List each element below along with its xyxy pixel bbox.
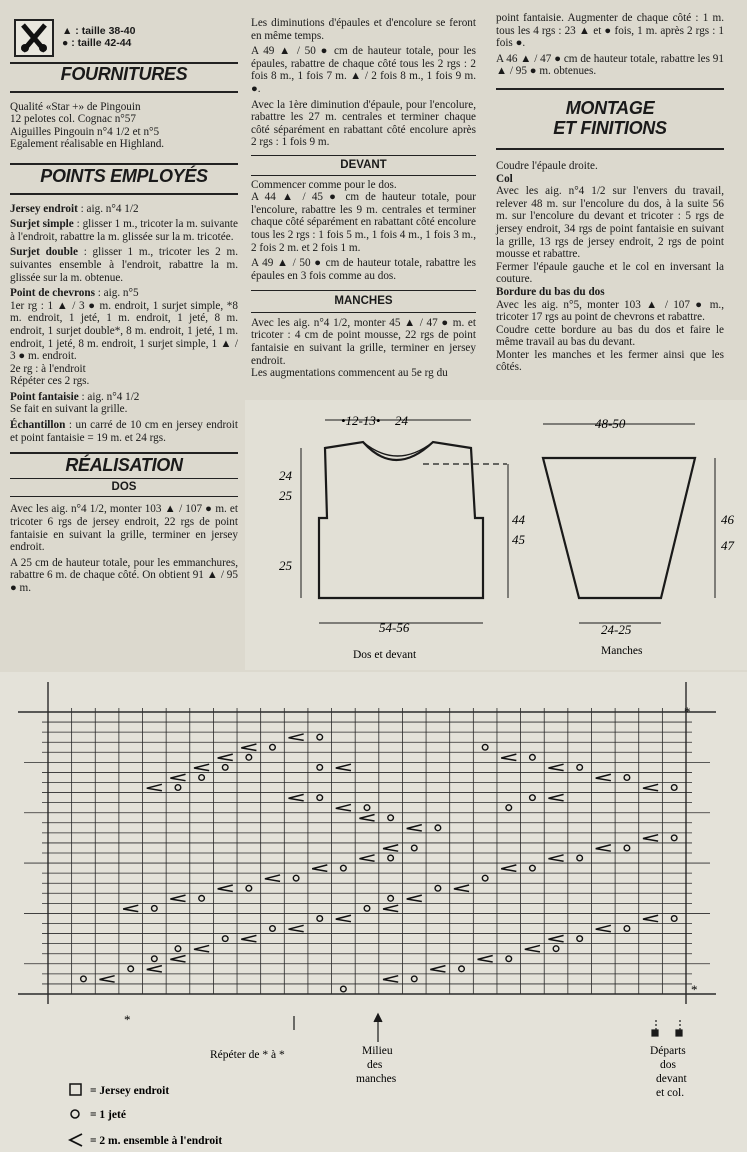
dos-top-label: •12-13• — [341, 413, 381, 428]
montage-paragraph-4: Avec les aig. n°5, monter 103 ▲ / 107 ● m., tricoter 17 rgs au point de chevrons et rabattre. — [496, 298, 724, 324]
dos-paragraph-2: A 25 cm de hauteur totale, pour les emmanchures, rabattre 6 m. de chaque côté. On obtient 91 ▲ / 95 ● m. — [10, 556, 238, 594]
montage-paragraph-5: Coudre cette bordure au bas du dos et faire le même travail au bas du devant. — [496, 323, 724, 349]
col2-paragraph-3: Avec la 1ère diminution d'épaule, pour l'encolure, rabattre les 27 m. centrales et terminer chaque côté séparément en rabattant côté encolure après 2 rgs : 1 fois 9 m. — [251, 98, 476, 149]
dos-subtitle: DOS — [111, 480, 137, 493]
divider — [496, 88, 724, 90]
fournitures-list — [10, 101, 238, 151]
repeat-label: Répéter de * à * — [210, 1049, 285, 1061]
col3-paragraph-1: point fantaisie. Augmenter de chaque côté : 1 m. tous les 4 rgs : 23 ▲ et ● fois, 1 m. après 2 rgs : 1 fois ●. — [496, 12, 724, 50]
devant-paragraph-1: Commencer comme pour le dos. — [251, 178, 397, 191]
legend-jersey: = Jersey endroit — [90, 1085, 170, 1097]
montage-title-line2: ET FINITIONS — [553, 117, 667, 138]
chevrons-rg2: 2e rg : à l'endroit — [10, 362, 86, 375]
chevrons-repeat: Répéter ces 2 rgs. — [10, 375, 90, 388]
dos-neck-label: 24 — [395, 413, 408, 428]
departs-label-4: et col. — [656, 1087, 685, 1099]
milieu-label-2: des — [367, 1059, 383, 1071]
dos-paragraph-1: Avec les aig. n°4 1/2, monter 103 ▲ / 107 ● m. et tricoter 6 rgs de jersey endroit, 22 rgs de point fantaisie en suivant la grille, terminer en jersey endroit. — [10, 503, 238, 554]
manches-paragraph-1: Avec les aig. n°4 1/2, monter 45 ▲ / 47 ● m. et tricoter : 4 cm de point mousse, 22 rgs de point fantaisie en suivant la grille, terminer en jersey endroit. — [251, 316, 476, 367]
surjet-simple: Surjet simple : glisser 1 m., tricoter la m. suivante à l'endroit, rabattre la m. glissée sur la m. tricotée. — [10, 218, 238, 243]
legend-ensemble: = 2 m. ensemble à l'endroit — [90, 1135, 223, 1147]
dos-height-2: 25 — [279, 488, 292, 503]
star-marker-top: * — [684, 704, 691, 719]
echantillon: Échantillon : un carré de 10 cm en jersey endroit et point fantaisie = 19 m. et 24 rgs. — [10, 419, 238, 444]
manche-bottom-label: 24-25 — [601, 622, 632, 637]
star-marker-right: * — [691, 982, 698, 997]
size-line-1: ▲ : taille 38-40 — [62, 25, 136, 37]
size-legend — [14, 19, 234, 55]
knitting-chart — [0, 672, 747, 1152]
departs-label-2: dos — [660, 1059, 676, 1071]
fourniture-line: Qualité «Star +» de Pingouin — [10, 100, 141, 113]
fourniture-line: Aiguilles Pingouin n°4 1/2 et n°5 — [10, 125, 160, 138]
point-chevrons: Point de chevrons : aig. n°5 — [10, 287, 139, 300]
dos-caption: Dos et devant — [353, 649, 417, 661]
divider — [10, 163, 238, 165]
montage-paragraph-3: Fermer l'épaule gauche et le col en inversant la couture. — [496, 260, 724, 286]
divider — [251, 175, 476, 176]
divider — [10, 91, 238, 93]
pattern-schema — [245, 400, 747, 670]
scissors-logo-icon — [14, 19, 54, 57]
manches-paragraph-2: Les augmentations commencent au 5e rg du — [251, 367, 448, 380]
bordure-label: Bordure du bas du dos — [496, 285, 605, 298]
fantaisie-line2: Se fait en suivant la grille. — [10, 403, 128, 416]
divider — [496, 148, 724, 150]
dos-height-1: 24 — [279, 468, 292, 483]
devant-paragraph-3: A 49 ▲ / 50 ● cm de hauteur totale, rabattre les épaules en 3 fois comme au dos. — [251, 257, 476, 282]
milieu-label-1: Milieu — [362, 1045, 393, 1057]
divider — [10, 496, 238, 497]
manches-subtitle: MANCHES — [334, 295, 393, 308]
milieu-label-3: manches — [356, 1073, 397, 1085]
montage-paragraph-2: Avec les aig. n°4 1/2 sur l'envers du travail, relever 48 m. sur l'encolure du dos, à la suite 56 m. sur l'encolure du devant et tricoter : 5 rgs de jersey endroit, 34 rgs de point fantaisie en suivant la grille, 13 rgs de jersey endroit, 2 rgs de point mousse et rabattre. — [496, 185, 724, 261]
col-label: Col — [496, 172, 513, 185]
divider — [10, 452, 238, 454]
montage-title — [496, 98, 724, 138]
dos-height-3: 25 — [279, 558, 292, 573]
devant-paragraph-2: A 44 ▲ / 45 ● cm de hauteur totale, pour l'encolure, rabattre les 9 m. centrales et terminer chaque côté séparément en rabattant côté encolure tous les 2 rgs : 1 fois 5 m., 1 fois 4 m., 1 fois 3 m., 2 fois 2 m. et 2 fois 1 m. — [251, 191, 476, 254]
realisation-title: RÉALISATION — [65, 455, 183, 476]
col2-paragraph-1: Les diminutions d'épaules et d'encolure se feront en même temps. — [251, 17, 476, 42]
size-line-2: ● : taille 42-44 — [62, 37, 132, 49]
divider — [251, 312, 476, 313]
column-1 — [10, 62, 238, 598]
manche-top-label: 48-50 — [595, 416, 626, 431]
col3-paragraph-2: A 46 ▲ / 47 ● cm de hauteur totale, rabattre les 91 ▲ / 95 ● m. obtenues. — [496, 52, 724, 78]
manche-caption: Manches — [601, 645, 643, 657]
fourniture-line: Egalement réalisable en Highland. — [10, 138, 165, 151]
legend-jete: = 1 jeté — [90, 1109, 126, 1121]
jersey-endroit: Jersey endroit : aig. n°4 1/2 — [10, 202, 139, 215]
surjet-double: Surjet double : glisser 1 m., tricoter les 2 m. suivantes ensemble à l'endroit, rabattre la m. glissée sur la m. obtenue. — [10, 246, 239, 284]
montage-title-line1: MONTAGE — [565, 97, 655, 118]
dos-width-label: 54-56 — [379, 620, 410, 635]
column-3 — [496, 12, 724, 377]
departs-label-1: Départs — [650, 1045, 686, 1057]
manche-height-2: 47 — [721, 538, 734, 553]
star-marker-left: * — [124, 1012, 131, 1027]
col2-paragraph-2: A 49 ▲ / 50 ● cm de hauteur totale, pour les épaules, rabattre de chaque côté tous les 2 rgs : 2 fois 8 m., 1 fois 7 m. ▲ / 2 fois 8 m., 1 fois 9 m. ●. — [251, 45, 476, 95]
divider — [251, 155, 476, 156]
fournitures-title: FOURNITURES — [60, 64, 188, 84]
points-title: POINTS EMPLOYÉS — [40, 165, 208, 186]
divider — [251, 290, 476, 291]
montage-paragraph-6: Monter les manches et les fermer ainsi que les côtés. — [496, 348, 724, 374]
departs-label-3: devant — [656, 1073, 687, 1085]
montage-paragraph-1: Coudre l'épaule droite. — [496, 159, 598, 172]
dos-total-1: 44 — [512, 512, 525, 527]
point-fantaisie: Point fantaisie : aig. n°4 1/2 — [10, 390, 140, 403]
devant-subtitle: DEVANT — [340, 158, 387, 171]
divider — [10, 478, 238, 479]
manche-height-1: 46 — [721, 512, 734, 527]
dos-total-2: 45 — [512, 532, 525, 547]
column-2 — [251, 17, 476, 383]
chevrons-rg1: 1er rg : 1 ▲ / 3 ● m. endroit, 1 surjet simple, *8 m. endroit, 1 jeté, 1 m. endroit, 1 jeté, 8 m. endroit, 1 surjet double*, 8 m. endroit, 1 jeté, 1 m. endroit, 1 jeté, 8 m. endroit, 1 surjet simple, 1 ▲ / 3 ● m. endroit. — [10, 299, 238, 363]
divider — [10, 193, 238, 195]
fourniture-line: 12 pelotes col. Cognac n°57 — [10, 113, 136, 126]
